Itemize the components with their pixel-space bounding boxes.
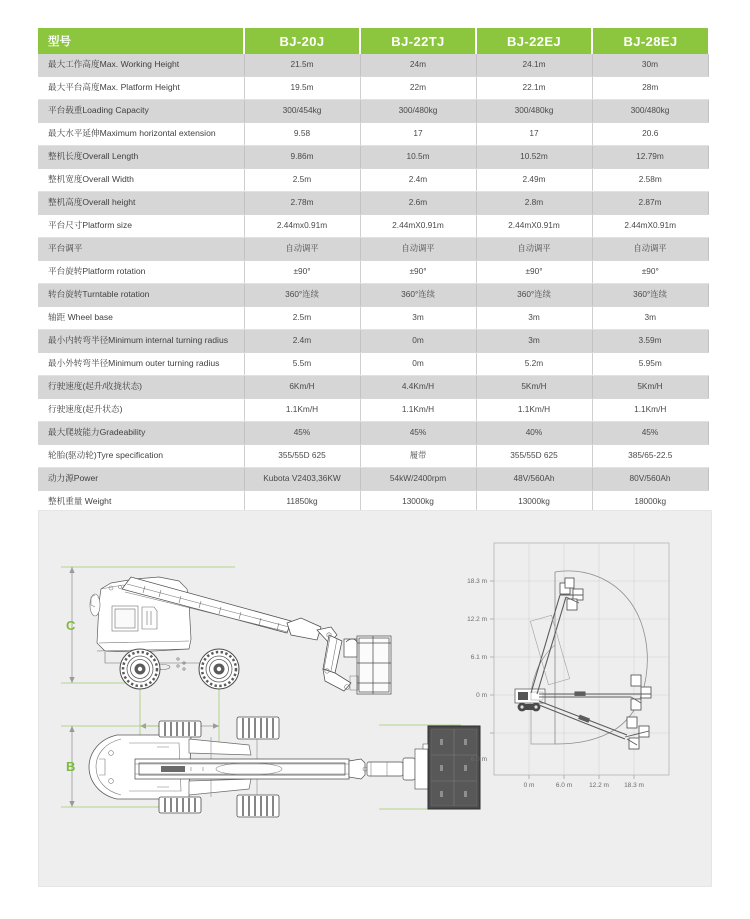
cell-value: 2.78m xyxy=(244,192,360,215)
cell-value: 6Km/H xyxy=(244,376,360,399)
dimension-label-C: C xyxy=(66,618,76,633)
table-row xyxy=(38,376,708,399)
table-row xyxy=(38,123,708,146)
cell-value: 30m xyxy=(592,54,708,77)
chart-xtick-0: 0 m xyxy=(523,782,535,789)
column-header-label: 型号 xyxy=(38,28,244,54)
row-label: 转台旋转Turntable rotation xyxy=(38,284,244,307)
cell-value: 12.79m xyxy=(592,146,708,169)
row-label: 平台载重Loading Capacity xyxy=(38,100,244,123)
table-row xyxy=(38,100,708,123)
cell-value: 2.87m xyxy=(592,192,708,215)
chart-xtick-3: 18.3 m xyxy=(624,782,644,789)
cell-value: 2.58m xyxy=(592,169,708,192)
diagrams-svg xyxy=(39,511,711,886)
row-label: 行驶速度(起升/收拢状态) xyxy=(38,376,244,399)
table-row xyxy=(38,330,708,353)
chart-xtick-1: 6.0 m xyxy=(555,782,573,789)
row-label: 整机高度Overall height xyxy=(38,192,244,215)
cell-value: 355/55D 625 xyxy=(476,445,592,468)
cell-value: 5.95m xyxy=(592,353,708,376)
cell-value: 2.6m xyxy=(360,192,476,215)
cell-value: 13000kg xyxy=(360,491,476,514)
cell-value: 自动调平 xyxy=(244,238,360,261)
row-label: 最小外转弯半径Minimum outer turning radius xyxy=(38,353,244,376)
cell-value: 10.5m xyxy=(360,146,476,169)
cell-value: 17 xyxy=(476,123,592,146)
cell-value: 1.1Km/H xyxy=(592,399,708,422)
cell-value: 9.86m xyxy=(244,146,360,169)
boom-pose-horizontal xyxy=(539,692,631,697)
cell-value: 1.1Km/H xyxy=(360,399,476,422)
cell-value: 5.5m xyxy=(244,353,360,376)
envelope-base-machine xyxy=(515,689,545,711)
specification-table xyxy=(38,28,709,514)
column-header-model-1: BJ-22TJ xyxy=(360,28,476,54)
row-label: 整机重量 Weight xyxy=(38,491,244,514)
cell-value: ±90° xyxy=(244,261,360,284)
cell-value: 48V/560Ah xyxy=(476,468,592,491)
column-header-model-3: BJ-28EJ xyxy=(592,28,708,54)
cell-value: 0m xyxy=(360,330,476,353)
cell-value: 2.44mX0.91m xyxy=(592,215,708,238)
cell-value: 自动调平 xyxy=(360,238,476,261)
table-row xyxy=(38,445,708,468)
cell-value: 24.1m xyxy=(476,54,592,77)
cell-value: 2.8m xyxy=(476,192,592,215)
cell-value: 3m xyxy=(360,307,476,330)
table-row xyxy=(38,284,708,307)
chart-ytick-3: 0 m xyxy=(476,692,487,699)
cell-value: 9.58 xyxy=(244,123,360,146)
cell-value: 3m xyxy=(476,330,592,353)
table-row xyxy=(38,353,708,376)
cell-value: 5Km/H xyxy=(592,376,708,399)
table-row xyxy=(38,54,708,77)
column-header-model-2: BJ-22EJ xyxy=(476,28,592,54)
cell-value: 2.5m xyxy=(244,169,360,192)
cell-value: 22.1m xyxy=(476,77,592,100)
cell-value: 300/454kg xyxy=(244,100,360,123)
cell-value: 28m xyxy=(592,77,708,100)
cell-value: 2.5m xyxy=(244,307,360,330)
cell-value: 2.4m xyxy=(244,330,360,353)
table-row xyxy=(38,192,708,215)
row-label: 整机宽度Overall Width xyxy=(38,169,244,192)
row-label: 动力源Power xyxy=(38,468,244,491)
chart-ytick-2: 6.1 m xyxy=(470,654,487,661)
table-row xyxy=(38,307,708,330)
table-header xyxy=(38,28,708,54)
cell-value: 履带 xyxy=(360,445,476,468)
diagram-panel xyxy=(38,510,712,887)
cell-value: 300/480kg xyxy=(360,100,476,123)
platform-side xyxy=(344,636,391,694)
row-label: 整机长度Overall Length xyxy=(38,146,244,169)
cell-value: 300/480kg xyxy=(476,100,592,123)
table-row xyxy=(38,146,708,169)
specification-table-container xyxy=(38,28,708,514)
cell-value: 2.44mX0.91m xyxy=(476,215,592,238)
chart-ytick-0: 18.3 m xyxy=(467,578,487,585)
cell-value: 3m xyxy=(592,307,708,330)
cell-value: 360°连续 xyxy=(592,284,708,307)
cell-value: 10.52m xyxy=(476,146,592,169)
row-label: 最大工作高度Max. Working Height xyxy=(38,54,244,77)
cell-value: 24m xyxy=(360,54,476,77)
column-header-model-0: BJ-20J xyxy=(244,28,360,54)
dimension-label-B: B xyxy=(66,759,76,774)
cell-value: 45% xyxy=(244,422,360,445)
row-label: 最大水平延伸Maximum horizontal extension xyxy=(38,123,244,146)
cell-value: 自动调平 xyxy=(592,238,708,261)
cell-value: 385/65-22.5 xyxy=(592,445,708,468)
row-label: 最大平台高度Max. Platform Height xyxy=(38,77,244,100)
wheel-front xyxy=(199,649,239,689)
cell-value: 355/55D 625 xyxy=(244,445,360,468)
cell-value: 5Km/H xyxy=(476,376,592,399)
cell-value: 2.4m xyxy=(360,169,476,192)
cell-value: 2.44mX0.91m xyxy=(360,215,476,238)
cell-value: Kubota V2403,36KW xyxy=(244,468,360,491)
table-row xyxy=(38,261,708,284)
row-label: 轮胎(驱动轮)Tyre specification xyxy=(38,445,244,468)
cell-value: 17 xyxy=(360,123,476,146)
cell-value: 40% xyxy=(476,422,592,445)
cell-value: 3.59m xyxy=(592,330,708,353)
cell-value: 3m xyxy=(476,307,592,330)
cell-value: 11850kg xyxy=(244,491,360,514)
cell-value: 13000kg xyxy=(476,491,592,514)
cell-value: 2.44mx0.91m xyxy=(244,215,360,238)
table-header-row xyxy=(38,28,708,54)
row-label: 最小内转弯半径Minimum internal turning radius xyxy=(38,330,244,353)
table-row xyxy=(38,422,708,445)
cell-value: 1.1Km/H xyxy=(476,399,592,422)
cell-value: 1.1Km/H xyxy=(244,399,360,422)
cell-value: ±90° xyxy=(476,261,592,284)
cell-value: 21.5m xyxy=(244,54,360,77)
cell-value: 18000kg xyxy=(592,491,708,514)
cell-value: 19.5m xyxy=(244,77,360,100)
chart-xtick-2: 12.2 m xyxy=(589,782,609,789)
table-body xyxy=(38,54,708,514)
table-row xyxy=(38,468,708,491)
chart-ytick-1: 12.2 m xyxy=(467,616,487,623)
row-label: 平台调平 xyxy=(38,238,244,261)
cell-value: 80V/560Ah xyxy=(592,468,708,491)
cell-value: 360°连续 xyxy=(476,284,592,307)
wheel-rear xyxy=(120,649,160,689)
cell-value: 自动调平 xyxy=(476,238,592,261)
row-label: 平台尺寸Platform size xyxy=(38,215,244,238)
cell-value: 360°连续 xyxy=(360,284,476,307)
work-envelope-chart xyxy=(467,543,669,789)
cell-value: 45% xyxy=(360,422,476,445)
cell-value: 300/480kg xyxy=(592,100,708,123)
table-row xyxy=(38,169,708,192)
cell-value: 0m xyxy=(360,353,476,376)
table-row xyxy=(38,238,708,261)
cell-value: 54kW/2400rpm xyxy=(360,468,476,491)
boom-lift-top-view xyxy=(61,717,480,817)
cell-value: 2.49m xyxy=(476,169,592,192)
cell-value: 5.2m xyxy=(476,353,592,376)
cell-value: 22m xyxy=(360,77,476,100)
table-row xyxy=(38,77,708,100)
table-row xyxy=(38,399,708,422)
cell-value: 45% xyxy=(592,422,708,445)
row-label: 行驶速度(起升状态) xyxy=(38,399,244,422)
cell-value: ±90° xyxy=(592,261,708,284)
table-row xyxy=(38,215,708,238)
row-label: 最大爬坡能力Gradeability xyxy=(38,422,244,445)
row-label: 平台旋转Platform rotation xyxy=(38,261,244,284)
cell-value: 360°连续 xyxy=(244,284,360,307)
boom-lift-side-view xyxy=(61,567,391,747)
cell-value: 4.4Km/H xyxy=(360,376,476,399)
platform-top xyxy=(415,726,480,809)
chart-ytick-4: 6.0 m xyxy=(470,756,487,763)
row-label: 轴距 Wheel base xyxy=(38,307,244,330)
cell-value: 20.6 xyxy=(592,123,708,146)
cell-value: ±90° xyxy=(360,261,476,284)
